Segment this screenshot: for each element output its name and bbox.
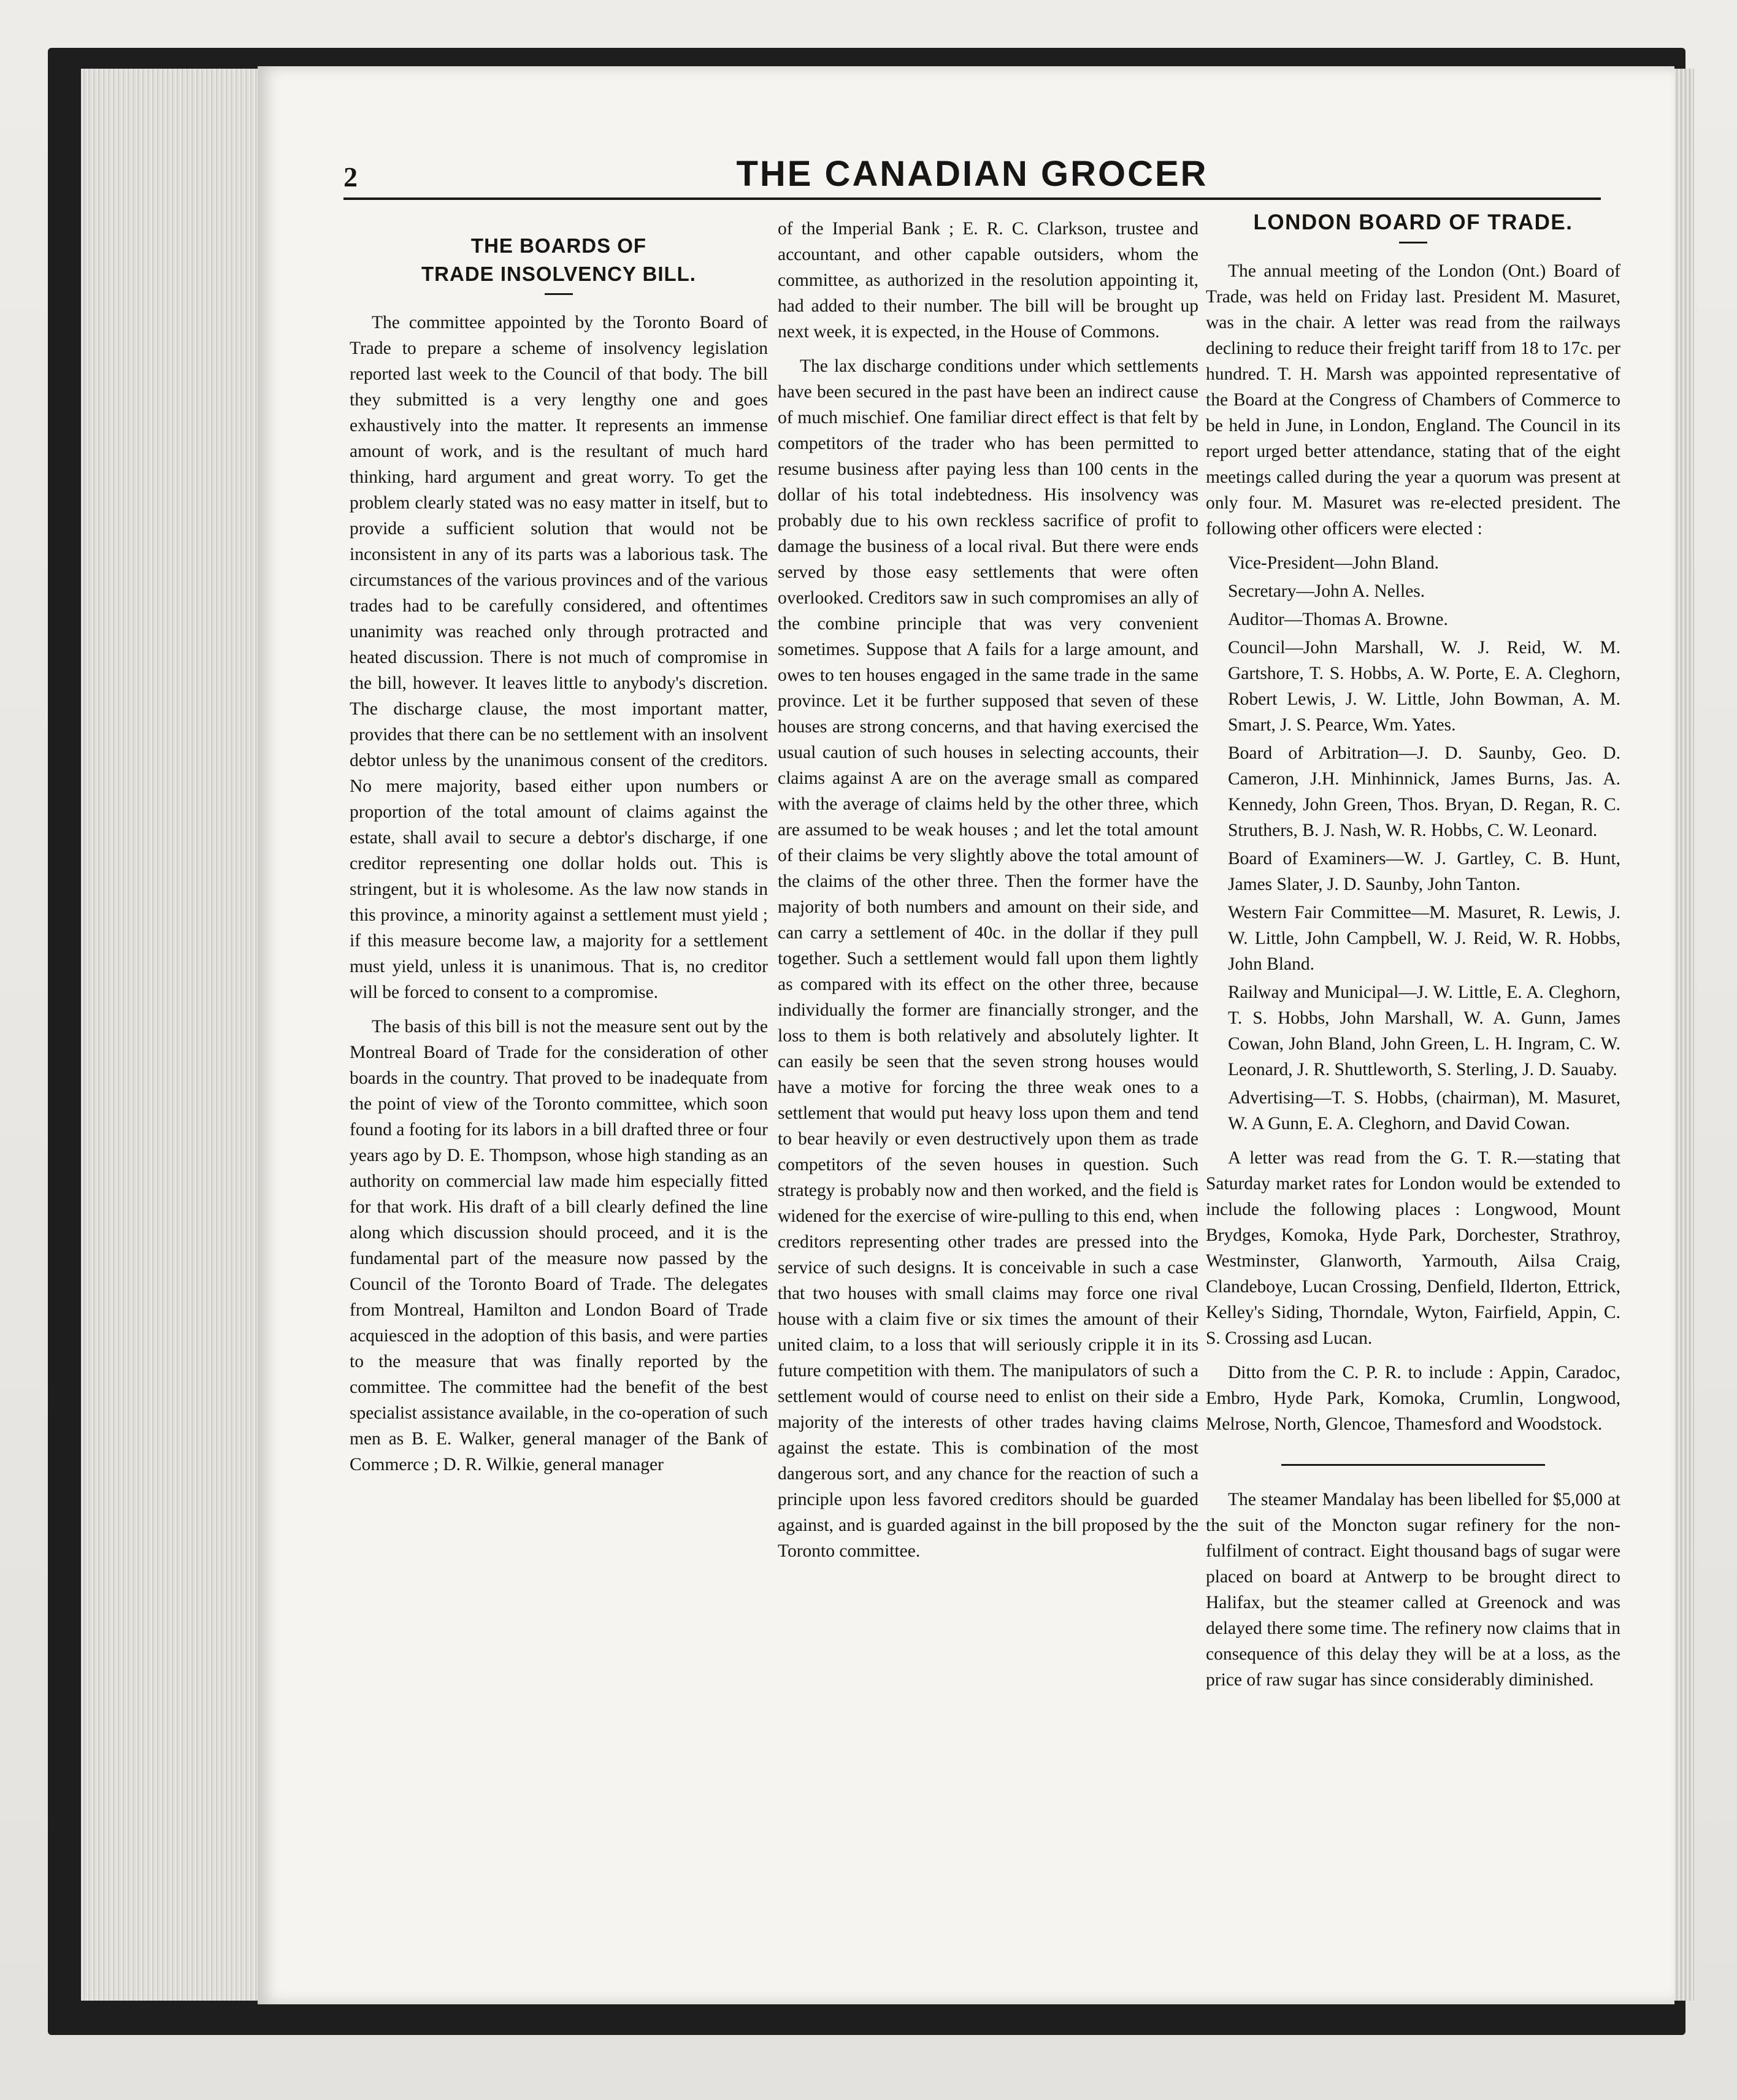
officer-entry: Auditor—Thomas A. Browne. bbox=[1228, 610, 1448, 629]
article-paragraph: A letter was read from the G. T. R.—stating that Saturday market rates for London would be extended to include the following places : Longwood, Mount Brydges, Komoka, Hyde Park, Dorchester, Strathroy, Westminster, Glanworth, Yarmouth, Ailsa Craig, Clandeboye, Lucan Crossing, Denfield, Ilderton, Ettrick, Kelley's Siding, Thorndale, Wyton, Fairfield, Appin, C. S. Crossing asd Lucan. bbox=[1206, 1148, 1620, 1348]
officer-entry: Western Fair Committee—M. Masuret, R. Lewis, J. W. Little, John Campbell, W. J. Reid, W. R. Hobbs, John Bland. bbox=[1228, 903, 1620, 974]
headline-line-2: TRADE INSOLVENCY BILL. bbox=[421, 262, 696, 285]
article-headline: LONDON BOARD OF TRADE. bbox=[1253, 210, 1573, 234]
headline-dash bbox=[545, 293, 573, 295]
article-paragraph: The annual meeting of the London (Ont.) Board of Trade, was held on Friday last. President M. Masuret, was in the chair. A letter was read from the railways declining to reduce their freight tariff from 18 to 17c. per hundred. T. H. Marsh was appointed representative of the Board at the Congress of Chambers of Commerce to be held in June, in London, England. The Council in its report urged better attendance, stating that of the eight meetings called during the year a quorum was present at only four. M. Masuret was re-elected president. The following other officers were elected : bbox=[1206, 261, 1620, 538]
headline-dash bbox=[1399, 242, 1427, 243]
article-paragraph: The basis of this bill is not the measure sent out by the Montreal Board of Trade for the consideration of other boards in the country. That proved to be inadequate from the point of view of the Toronto committee, which soon found a footing for its labors in a bill drafted three or four years ago by D. E. Thompson, whose high standing as an authority on commercial law made him especially fitted for that work. His draft of a bill clearly defined the line along which discussion should proceed, and it is the fundamental part of the measure now passed by the Council of the Toronto Board of Trade. The delegates from Montreal, Hamilton and London Board of Trade acquiesced in the adoption of this basis, and were parties to the measure that was finally reported by the committee. The committee had the benefit of the best specialist assistance available, in the co-operation of such men as B. E. Walker, general manager of the Bank of Commerce ; D. R. Wilkie, general manager bbox=[350, 1017, 768, 1474]
officer-entry: Board of Examiners—W. J. Gartley, C. B. Hunt, James Slater, J. D. Saunby, John Tanton. bbox=[1228, 849, 1620, 894]
header-rule bbox=[343, 197, 1601, 200]
page-edges-left bbox=[81, 69, 271, 2001]
journal-title: THE CANADIAN GROCER bbox=[736, 154, 1208, 194]
column-2 bbox=[778, 216, 1198, 1573]
officer-entry: Secretary—John A. Nelles. bbox=[1228, 581, 1425, 601]
officer-entry: Vice-President—John Bland. bbox=[1228, 553, 1439, 573]
article-paragraph: Ditto from the C. P. R. to include : Appin, Caradoc, Embro, Hyde Park, Komoka, Crumlin, Longwood, Melrose, North, Glencoe, Thamesford and Woodstock. bbox=[1206, 1363, 1620, 1434]
column-3 bbox=[1206, 209, 1620, 1701]
officer-entry: Railway and Municipal—J. W. Little, E. A. Cleghorn, T. S. Hobbs, John Marshall, W. A. Gunn, James Cowan, John Bland, John Green, L. H. Ingram, C. W. Leonard, J. R. Shuttleworth, S. Sterling, J. D. Sauaby. bbox=[1228, 983, 1620, 1079]
article-paragraph: The committee appointed by the Toronto Board of Trade to prepare a scheme of insolvency legislation reported last week to the Council of that body. The bill they submitted is a very lengthy one and goes exhaustively into the matter. It represents an immense amount of work, and is the resultant of much hard thinking, hard argument and great worry. To get the problem clearly stated was no easy matter in itself, but to provide a sufficient solution that would not be inconsistent in any of its parts was a laborious task. The circumstances of the various provinces and of the various trades had to be carefully considered, and oftentimes unanimity was reached only through protracted and heated discussion. There is not much of compromise in the bill, however. It leaves little to anybody's discretion. The discharge clause, the most important matter, provides that there can be no settlement with an insolvent debtor unless by the unanimous consent of the creditors. No mere majority, based either upon numbers or proportion of the total amount of claims against the estate, shall avail to secure a debtor's discharge, if one creditor representing one dollar holds out. This is stringent, but it is wholesome. As the law now stands in this province, a minority against a settlement must yield ; if this measure become law, a majority for a settlement must yield, unless it is unanimous. That is, no creditor will be forced to consent to a compromise. bbox=[350, 313, 768, 1002]
article-paragraph: of the Imperial Bank ; E. R. C. Clarkson, trustee and accountant, and other capable outsiders, whom the committee, as authorized in the resolution appointing it, had added to their number. The bill will be brought up next week, it is expected, in the House of Commons. bbox=[778, 219, 1198, 342]
article-separator bbox=[1281, 1464, 1545, 1466]
headline-line-1: THE BOARDS OF bbox=[470, 234, 647, 257]
column-1 bbox=[350, 232, 768, 1486]
page-number: 2 bbox=[343, 161, 358, 193]
officer-entry: Advertising—T. S. Hobbs, (chairman), M. Masuret, W. A Gunn, E. A. Cleghorn, and David Cowan. bbox=[1228, 1088, 1620, 1133]
article-headline bbox=[350, 232, 768, 288]
page-header bbox=[343, 147, 1601, 202]
article-paragraph: The steamer Mandalay has been libelled for $5,000 at the suit of the Moncton sugar refinery for the non-fulfilment of contract. Eight thousand bags of sugar were placed on board at Antwerp to be brought direct to Halifax, but the steamer called at Greenock and was delayed there some time. The refinery now claims that in consequence of this delay they will be at a loss, as the price of raw sugar has since considerably diminished. bbox=[1206, 1490, 1620, 1690]
officer-entry: Board of Arbitration—J. D. Saunby, Geo. D. Cameron, J.H. Minhinnick, James Burns, Jas. A. Kennedy, John Green, Thos. Bryan, D. Regan, R. C. Struthers, B. J. Nash, W. R. Hobbs, C. W. Leonard. bbox=[1228, 743, 1620, 840]
officer-entry: Council—John Marshall, W. J. Reid, W. M. Gartshore, T. S. Hobbs, A. W. Porte, E. A. Cleghorn, Robert Lewis, J. W. Little, John Bowman, A. M. Smart, J. S. Pearce, Wm. Yates. bbox=[1228, 638, 1620, 735]
article-paragraph: The lax discharge conditions under which settlements have been secured in the past have been an indirect cause of much mischief. One familiar direct effect is that felt by competitors of the trader who has been permitted to resume business after paying less than 100 cents in the dollar of his total indebtedness. His insolvency was probably due to his own reckless sacrifice of profit to damage the business of a local rival. But there were ends served by those easy settlements that were often overlooked. Creditors saw in such compromises an ally of the combine principle that was very convenient sometimes. Suppose that A fails for a large amount, and owes to ten houses engaged in the same trade in the same province. Let it be further supposed that seven of these houses are strong concerns, and that having exercised the usual caution of such houses in selecting accounts, their claims against A are on the average small as compared with the average of claims held by the other three, which are assumed to be weak houses ; and let the total amount of their claims be very slightly above the total amount of the claims of the other three. Then the former have the majority of both numbers and amount on their side, and can carry a settlement of 40c. in the dollar if they pull together. Such a settlement would fall upon them lightly as compared with its effect on the other three, because individually the former are financially stronger, and the loss to them is both relatively and absolutely lighter. It can easily be seen that the seven strong houses would have a motive for forcing the three weak ones to a settlement that would put heavy loss upon them and tend to bear heavily or even destructively upon them as trade competitors of the seven houses in question. Such strategy is probably now and then worked, and the field is widened for the exercise of wire-pulling to this end, when creditors representing other trades are pressed into the service of such designs. It is conceivable in such a case that two houses with small claims may force one rival house with a claim five or six times the amount of their united claim, to a loss that will seriously cripple it in its future competition with them. The manipulators of such a settlement would of course need to enlist on their side a majority of the interests of other trades having claims against the estate. This is combination of the most dangerous sort, and any chance for the reaction of such a principle upon less favored creditors should be guarded against, and is guarded against in the bill proposed by the Toronto committee. bbox=[778, 356, 1198, 1561]
